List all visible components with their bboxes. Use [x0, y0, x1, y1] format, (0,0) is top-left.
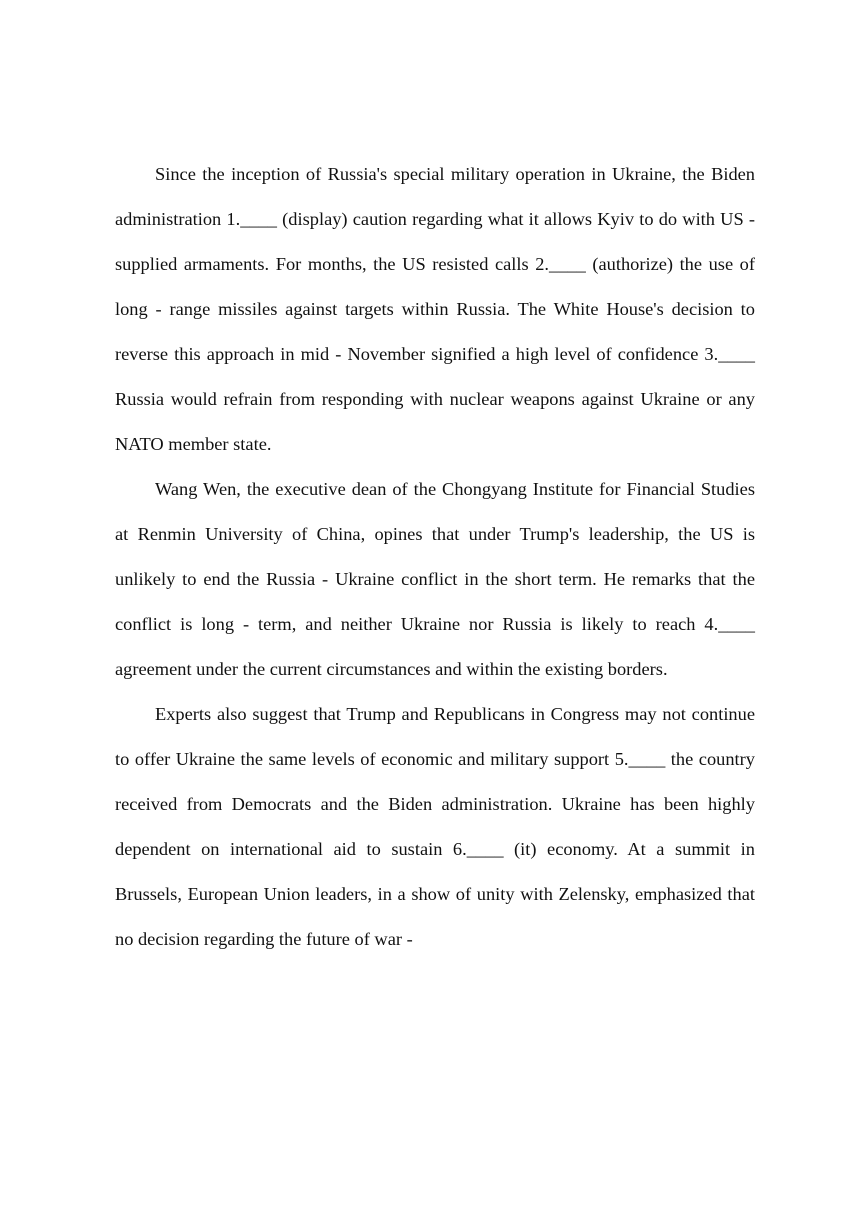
paragraph-1: Since the inception of Russia's special military operation in Ukraine, the Biden administration 1.____ (display) caution regarding what it allows Kyiv to do with US - supplied armaments. For months, the US resisted calls 2.____ (authorize) the use of long - range missiles against targets within Russia. The White House's decision to reverse this approach in mid - November signified a high level of confidence 3.____ Russia would refrain from responding with nuclear weapons against Ukraine or any NATO member state.: [115, 164, 755, 454]
document-page: [115, 152, 755, 962]
paragraph-3: Experts also suggest that Trump and Republicans in Congress may not continue to offer Ukraine the same levels of economic and military support 5.____ the country received from Democrats and the Biden administration. Ukraine has been highly dependent on international aid to sustain 6.____ (it) economy. At a summit in Brussels, European Union leaders, in a show of unity with Zelensky, emphasized that no decision regarding the future of war -: [115, 704, 755, 949]
paragraph-2: Wang Wen, the executive dean of the Chongyang Institute for Financial Studies at Renmin University of China, opines that under Trump's leadership, the US is unlikely to end the Russia - Ukraine conflict in the short term. He remarks that the conflict is long - term, and neither Ukraine nor Russia is likely to reach 4.____ agreement under the current circumstances and within the existing borders.: [115, 479, 755, 679]
